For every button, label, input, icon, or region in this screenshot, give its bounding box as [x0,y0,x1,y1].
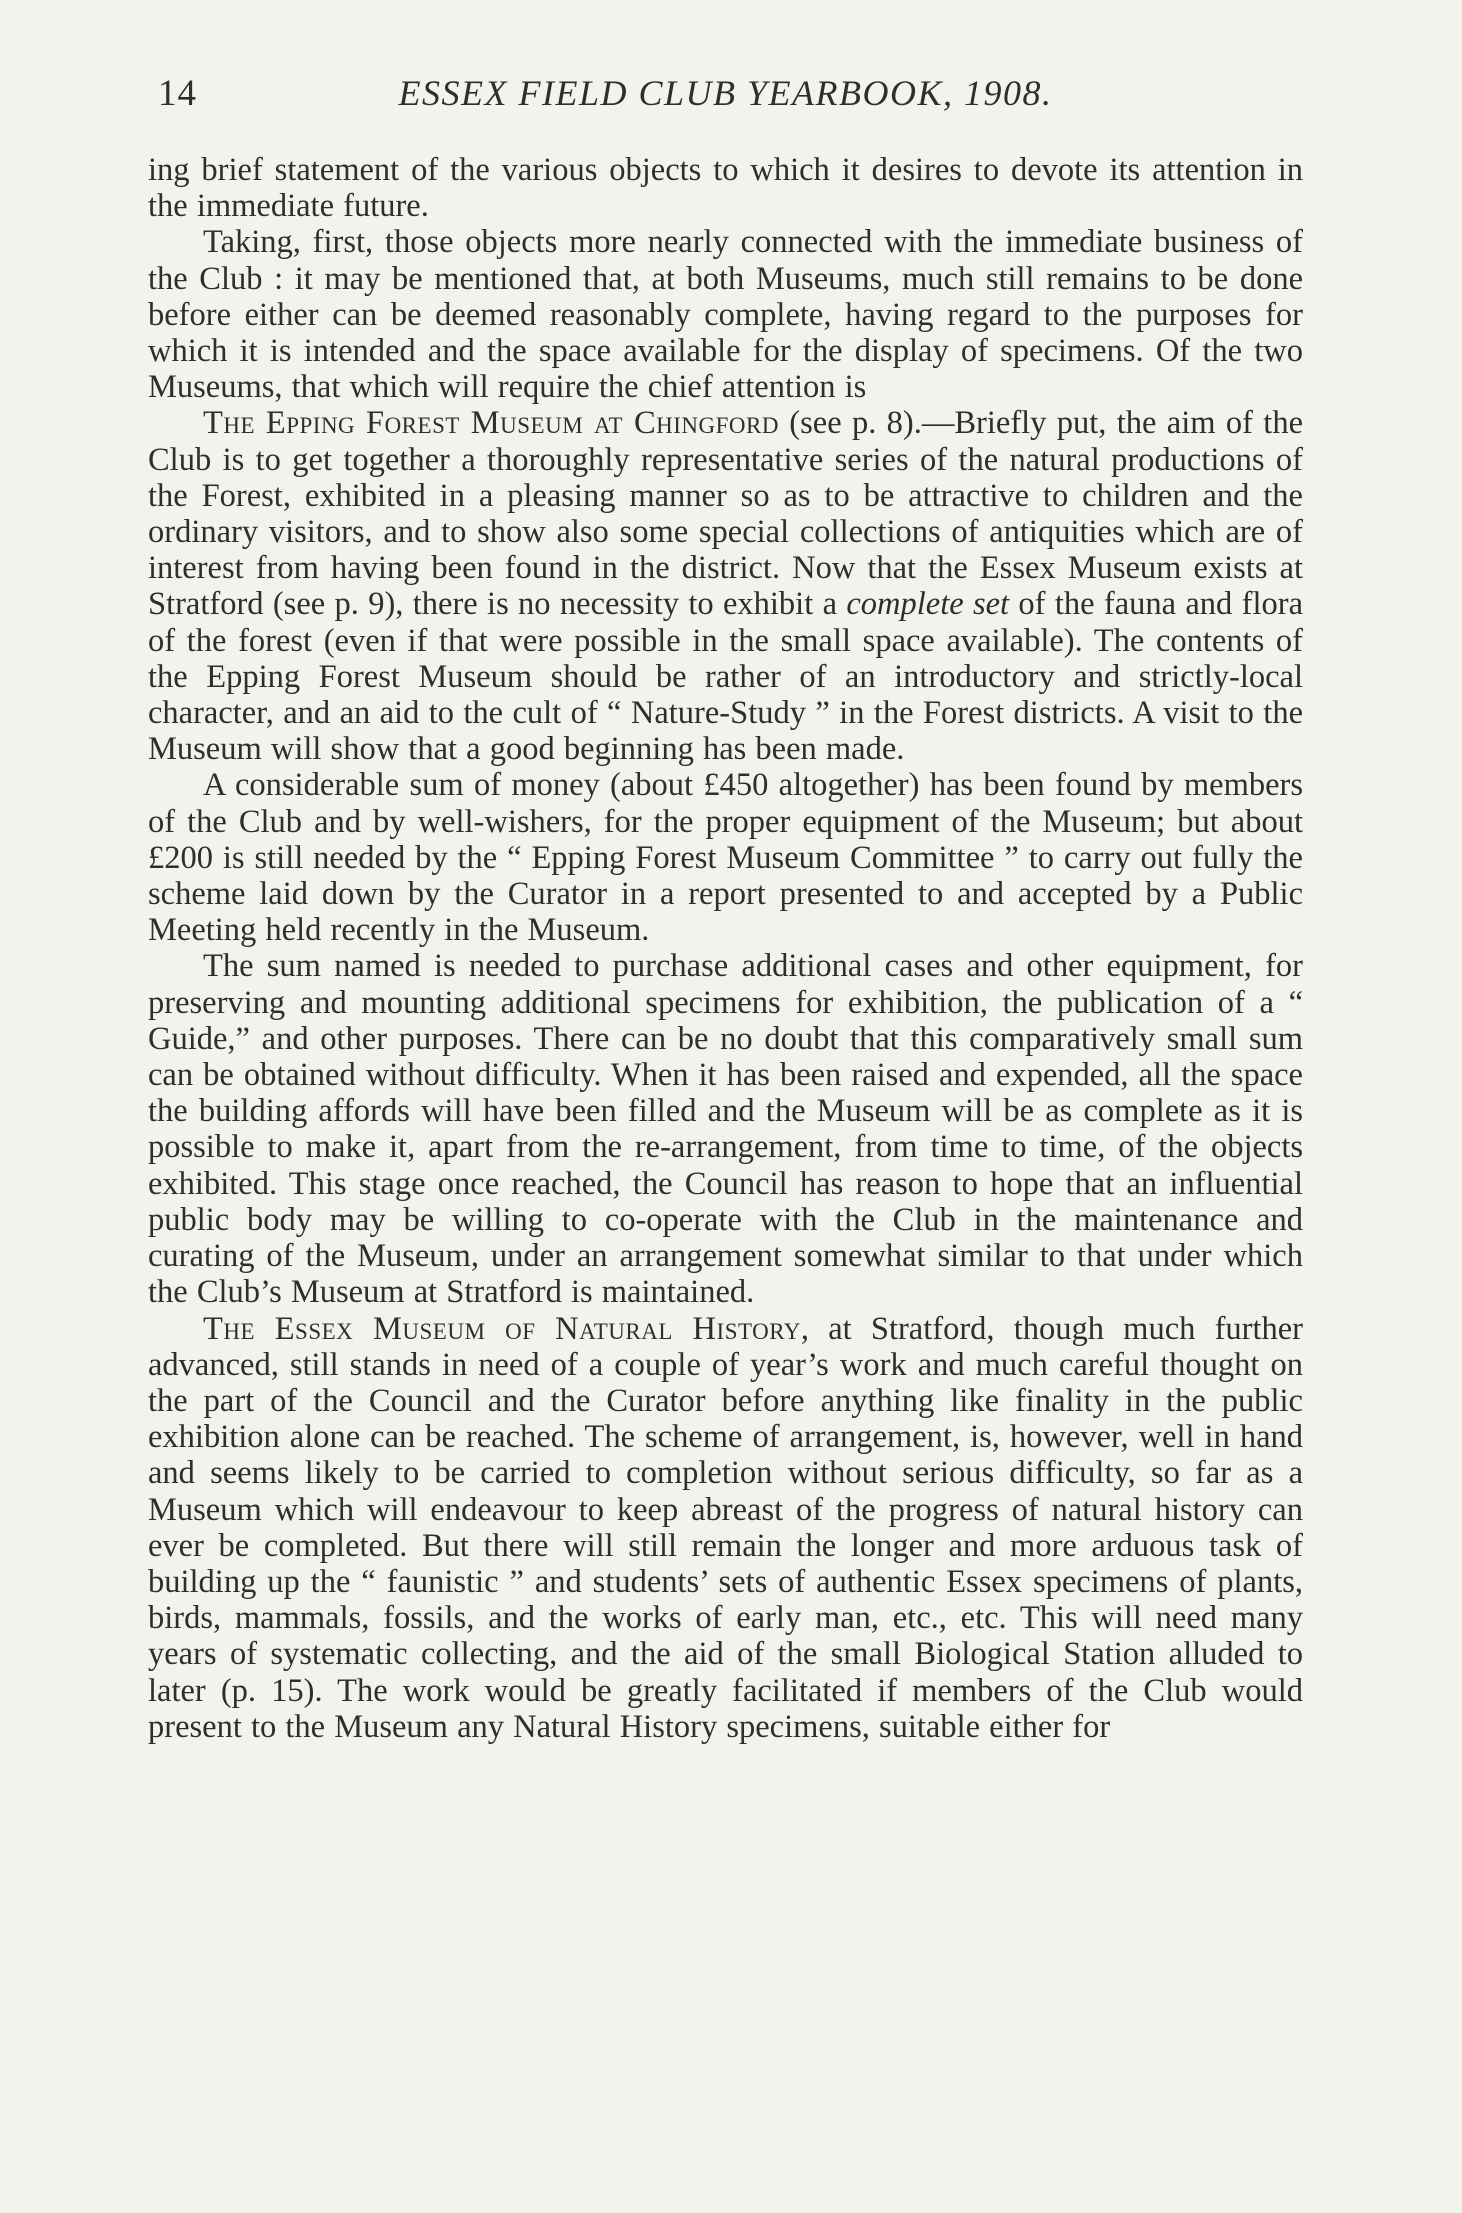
paragraph-text: (see p. 8).—Briefly put, the aim of the Club is to get together a thoroughly representative series of the natural productions of the Forest, exhibited in a pleasing manner so as to be attractive to children and the ordinary visitors, and to show also some special collections of antiquities which are of interest from having been found in the district. Now that the Essex Museum exists at Stratford (see p. 9), there is no necessity to exhibit a [148,405,1303,623]
paragraph-objects: Taking, first, those objects more nearly connected with the immediate business of the Club : it may be mentioned that, at both Museums, much still remains to be done before either can be deemed reasonably complete, having regard to the purposes for which it is intended and the space available for the display of specimens. Of the two Museums, that which will require the chief attention is [148,224,1303,406]
paragraph-epping-forest-museum [148,405,1303,767]
running-title: ESSEX FIELD CLUB YEARBOOK, 1908. [398,73,1053,113]
emphasis-text: complete set [846,586,1010,623]
section-heading-epping-forest-museum: The Epping Forest Museum at Chingford [203,405,779,442]
body-text [148,152,1303,1745]
paragraph-funding: A considerable sum of money (about £450 altogether) has been found by members of the Club and by well-wishers, for the proper equipment of the Museum; but about £200 is still needed by the “ Epping Forest Museum Committee ” to carry out fully the scheme laid down by the Curator in a report presented to and accepted by a Public Meeting held recently in the Museum. [148,767,1303,949]
paragraph-sum-named: The sum named is needed to purchase additional cases and other equipment, for preserving and mounting additional specimens for exhibition, the publication of a “ Guide,” and other purposes. There can be no doubt that this comparatively small sum can be obtained without difficulty. When it has been raised and expended, all the space the building affords will have been filled and the Museum will be as complete as it is possible to make it, apart from the re-arrangement, from time to time, of the objects exhibited. This stage once reached, the Council has reason to hope that an influential public body may be willing to co-operate with the Club in the maintenance and curating of the Museum, under an arrangement somewhat similar to that under which the Club’s Museum at Stratford is maintained. [148,948,1303,1311]
running-header [148,72,1303,122]
section-heading-essex-museum: The Essex Museum of Natural History [203,1310,801,1347]
paragraph-text: , at Stratford, though much further advanced, still stands in need of a couple of year’s work and much careful thought on the part of the Council and the Curator before anything like finality in the public exhibition alone can be reached. The scheme of arrangement, is, however, well in hand and seems likely to be carried to completion without serious difficulty, so far as a Museum which will endeavour to keep abreast of the progress of natural history can ever be completed. But there will still remain the longer and more arduous task of building up the “ faunistic ” and students’ sets of authentic Essex specimens of plants, birds, mammals, fossils, and the works of early man, etc., etc. This will need many years of systematic collecting, and the aid of the small Biological Station alluded to later (p. 15). The work would be greatly facilitated if members of the Club would present to the Museum any Natural History specimens, suitable either for [148,1310,1303,1745]
page-number: 14 [158,73,197,114]
paragraph-essex-museum [148,1311,1303,1745]
paragraph-text: of the fauna and flora of the forest (even if that were possible in the small space available). The contents of the Epping Forest Museum should be rather of an introductory and strictly-local character, and an aid to the cult of “ Nature-Study ” in the Forest districts. A visit to the Museum will show that a good beginning has been made. [148,586,1303,768]
paragraph-continued: ing brief statement of the various objects to which it desires to devote its attention in the immediate future. [148,152,1303,225]
